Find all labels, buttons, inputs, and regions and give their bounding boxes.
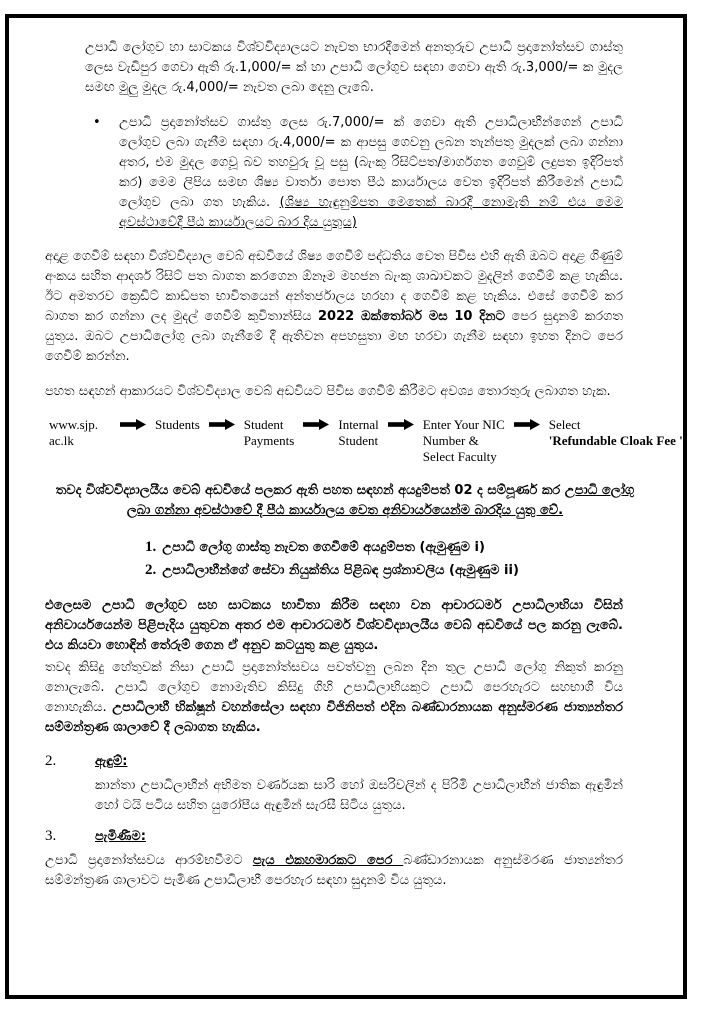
flow-step-students	[155, 417, 200, 433]
section-arrival-heading: පැමිණීම:	[95, 829, 146, 844]
flow-step-internal-student-line2: Student	[338, 433, 379, 448]
flow-step-select-fee-line2: 'Refundable Cloak Fee '	[548, 433, 683, 448]
flow-step-internal-student	[338, 417, 378, 449]
notice-content	[9, 18, 683, 891]
flow-step-student-payments	[244, 417, 295, 449]
forms-requirement-text: තවද විශ්වවිද්‍යාලයීය වෙබ් අඩවියේ පලකර ඇති පහත සඳහන් අයදුම්පත් 02 ද සම්පූර්ණ කර	[55, 483, 565, 498]
forms-requirement-underlined: උපාධි ලෝගු ලබා ගන්නා අවස්ථාවේ දී පීඨ කාර්යාලය වෙත අනිවාර්යයෙන්ම බාරදිය යුතු වේ.	[126, 483, 635, 518]
flow-step-internal-student-line1: Internal	[338, 417, 379, 432]
annex-form-item-2	[145, 559, 665, 582]
section-arrival-heading-row	[45, 828, 665, 845]
flow-step-student-payments-line2: Payments	[243, 433, 295, 448]
deposit-bullet-text: උපාධි ප්‍රදානෝත්සව ගාස්තු ලෙස රු.7,000/= ක් ගෙවා ඇති උපාධිලාභීන්ගෙන් උපාධි ලෝගුව ලබා ගැනීම සඳහා රු.4,000/= ක ආපසු ගෙවනු ලබන තැන්පතු මුදලක් ලබා ගන්නා අතර, එම මුදල ගෙවූ බව තහවුරු වූ පසු (බැංකු රිසිට්පත/මාර්ගගත ගෙවුම් ලදුපත ඉදිරිපත් කර) මෙම ලිපිය සමඟ ශිෂ්‍ය වාර්තා පොත පීඨ කාර්යාලය වෙත ඉදිරිපත් කිරීමෙන් උපාධි ලෝගුව ලබා ගත හැකිය.	[119, 115, 623, 210]
flow-step-student-payments-line1: Student	[243, 417, 284, 432]
annex-item-label: උපාධිලාභීන්ගේ සේවා නියුක්තිය පිළිබඳ ප්‍රශ්නාවලිය (ඇමුණුම ii)	[162, 563, 519, 578]
section-dress	[45, 753, 665, 816]
bullet-icon: •	[93, 115, 101, 130]
flow-step-nic-faculty-line3: Select Faculty	[422, 449, 497, 464]
web-info-paragraph: පහත සඳහන් ආකාරයට විශ්වවිද්‍යාල වෙබ් අඩවියට පිවිස ගෙවීම් කිරීමට අවශ්‍ය තොරතුරු ලබාගත හැක.	[45, 384, 611, 399]
annex-item-number: 1.	[145, 539, 157, 555]
annex-form-item-1	[145, 536, 665, 559]
forms-requirement-paragraph	[45, 481, 645, 521]
flow-step-students-line1: Students	[155, 417, 200, 432]
annex-forms-list	[145, 536, 665, 582]
page-border	[5, 14, 687, 999]
flow-step-select-fee-line1: Select	[548, 417, 581, 432]
flow-step-nic-faculty	[423, 417, 505, 465]
section-arrival-body	[45, 851, 623, 891]
gown-issue-text: තවද කිසිදු හේතුවක් නිසා උපාධි ප්‍රදානෝත්සවය පවත්වනු ලබන දින තුල උපාධි ලෝගු නිකුත් කරනු නොලැබේ. උපාධි ලෝගුව නොමැතිව කිසිදු ගිහි උපාධිලාභියකුට උපාධි පෙරහැරට සහභාගී විය නොහැකිය.	[45, 660, 623, 715]
annex-item-label: උපාධි ලෝගු ගාස්තු නැවත ගෙවීමේ අයදුම්පත (ඇමුණුම i)	[162, 540, 485, 555]
arrival-time-emphasis: පැය එකහමාරකට පෙර	[252, 853, 404, 868]
flow-arrow-icon	[209, 419, 235, 430]
gown-issue-paragraph	[45, 658, 623, 738]
flow-step-website	[49, 417, 111, 449]
payment-instructions-text: අදාළ ගෙවීම් සඳහා විශ්වවිද්‍යාල වෙබ් අඩවියේ ශිෂ්‍ය ගෙවීම් පද්ධතිය වෙත පිවිස එහි ඇති ඔබට අදාළ ගිණුම් අංකය සහිත ආදර්ශ රිසිට් පත බාගත කරගෙන ඕනෑම මහජන බැංකු ශාඛාවකට මුදලින් ගෙවීම් කළ හැකිය. ඊට අමතරව ක්‍රෙඩිට් කාඩ්පත භාවිතයෙන් අන්තර්ජාලය හරහා ද ගෙවීම් කළ හැකිය. එසේ ගෙවීම් කර බාගත කර ගන්නා ලද මුදල් ගෙවීම් කුවිතාන්සිය	[45, 249, 623, 324]
deposit-bullet-item	[93, 113, 623, 233]
monks-fan-bold-text: උපාධිලාභී භික්ෂූන් වහන්සේලා සඳහා විජිනිපත් එදින බණ්ඩාරනායක අනුස්මරණ ජාත්‍යන්තර සම්මන්ත්‍රණ ශාලාවේ දී ලබාගත හැකිය.	[45, 700, 623, 735]
deposit-bullet-paragraph	[119, 113, 623, 233]
section-dress-body: කාන්තා උපාධිලාභීන් අභිමත වර්ණයක සාරි හෝ ඔසරිවලින් ද පිරිමි උපාධිලාභීන් ජාතික ඇඳුමින් හෝ ටයි පටිය සහිත යුරෝපීය ඇඳුමින් සැරසී සිටිය යුතුය.	[95, 778, 623, 813]
payment-instructions-paragraph	[45, 247, 623, 367]
flow-step-nic-faculty-line1: Enter Your NIC	[422, 417, 505, 432]
section-arrival	[45, 828, 665, 891]
payment-deadline-date: 2022 ඔක්තෝබර් මස 10 දිනට	[318, 309, 505, 324]
annex-item-number: 2.	[145, 562, 157, 578]
section-number: 2.	[45, 753, 57, 769]
flow-arrow-icon	[120, 419, 146, 430]
flow-step-website-line2: ac.lk	[49, 433, 74, 448]
section-dress-heading-row	[45, 753, 665, 770]
flow-arrow-icon	[388, 419, 414, 430]
arrival-body-text-2: බණ්ඩාරනායක අනුස්මරණ ජාත්‍යන්තර සම්මන්ත්‍රණ ශාලාවට පැමිණ උපාධිලාභී පෙරහැර සඳහා සුදානම් විය යුතුය.	[45, 853, 624, 888]
arrival-body-text: උපාධි ප්‍රදානෝත්සවය ආරම්භවීමට	[45, 853, 253, 868]
payment-steps-flow	[49, 417, 683, 465]
flow-step-select-fee	[549, 417, 683, 449]
flow-step-website-line1: www.sjp.	[49, 417, 98, 432]
flow-arrow-icon	[514, 419, 540, 430]
ethics-paragraph: එලෙසම උපාධි ලෝගුව සහ සාටකය භාවිතා කිරීම සඳහා වන ආචාරධර්ම උපාධිලාභියා විසින් අනිවාර්යයෙන්ම පිළිපැදිය යුතුවන අතර එම ආචාරධර්ම විශ්වවිද්‍යාලයීය වෙබ් අඩවියේ පල කරනු ලැබේ. එය කියවා හොඳින් තේරුම් ගෙන ඒ අනුව කටයුතු කළ යුතුය.	[45, 598, 623, 653]
student-id-underlined-note: (ශිෂ්‍ය හැඳුනුම්පත මෙතෙක් බාරදී නොමැති නම් එය මෙම අවස්ථාවේදී පීඨ කාර්යාලයට බාර දිය යුතුය)	[119, 195, 623, 230]
section-dress-heading: ඇඳුම්:	[95, 754, 128, 769]
section-number: 3.	[45, 828, 57, 844]
refund-intro-paragraph: උපාධි ලෝගුව හා සාටකය විශ්වවිද්‍යාලයට නැවත භාරදීමෙන් අනතුරුව උපාධි ප්‍රදානෝත්සව ගාස්තු ලෙස වැඩිපුර ගෙවා ඇති රු.1,000/= ක් හා උපාධි ලෝගුව සඳහා ගෙවා ඇති රු.3,000/= ක මුදල සමඟ මුලු මුදල රු.4,000/= නැවත ලබා දෙනු ලැබේ.	[85, 40, 623, 95]
flow-arrow-icon	[303, 419, 329, 430]
flow-step-nic-faculty-line2: Number &	[422, 433, 479, 448]
payment-instructions-text-2: පෙර සුදානම් කරගත යුතුය. ඔබට උපාධිලෝගු ලබා ගැනීමේ දී ඇතිවන අපහසුතා මඟ හරවා ගැනීම සඳහා ඉහත දිනට පෙර ගෙවීම් කරන්න.	[45, 309, 623, 364]
